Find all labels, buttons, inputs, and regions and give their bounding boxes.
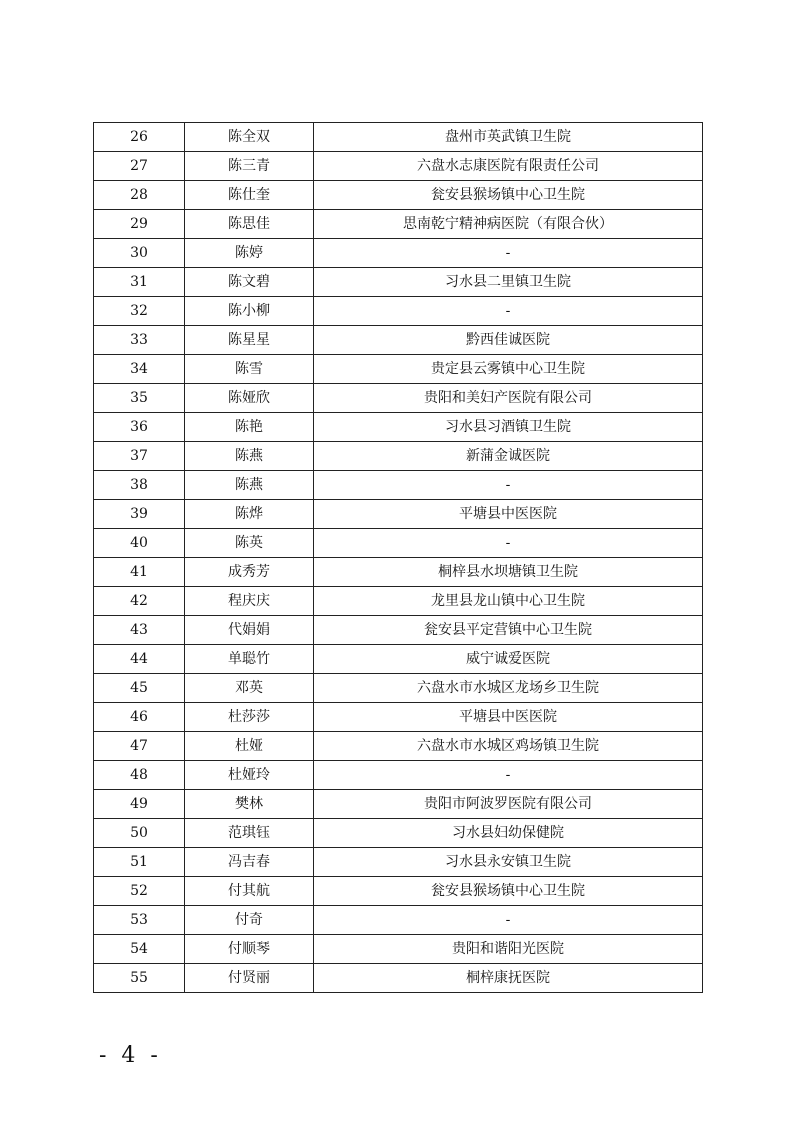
row-number-cell: 52 — [94, 877, 185, 906]
person-name-cell: 程庆庆 — [185, 587, 314, 616]
person-name-cell: 杜娅 — [185, 732, 314, 761]
person-name-cell: 成秀芳 — [185, 558, 314, 587]
table-row — [94, 674, 703, 703]
page-number: - 4 - — [99, 1043, 162, 1068]
person-name-cell: 陈星星 — [185, 326, 314, 355]
row-number-cell: 40 — [94, 529, 185, 558]
organization-cell: 黔西佳诚医院 — [314, 326, 703, 355]
table-row — [94, 500, 703, 529]
organization-cell: 威宁诚爱医院 — [314, 645, 703, 674]
table-row — [94, 761, 703, 790]
row-number-cell: 35 — [94, 384, 185, 413]
organization-cell: - — [314, 906, 703, 935]
row-number-cell: 41 — [94, 558, 185, 587]
person-name-cell: 付奇 — [185, 906, 314, 935]
row-number-cell: 54 — [94, 935, 185, 964]
table-row — [94, 268, 703, 297]
organization-cell: 贵定县云雾镇中心卫生院 — [314, 355, 703, 384]
person-name-cell: 陈全双 — [185, 123, 314, 152]
table-row — [94, 703, 703, 732]
table-row — [94, 964, 703, 993]
organization-cell: 贵阳市阿波罗医院有限公司 — [314, 790, 703, 819]
organization-cell: 瓮安县平定营镇中心卫生院 — [314, 616, 703, 645]
person-name-cell: 陈艳 — [185, 413, 314, 442]
organization-cell: 习水县习酒镇卫生院 — [314, 413, 703, 442]
row-number-cell: 47 — [94, 732, 185, 761]
row-number-cell: 50 — [94, 819, 185, 848]
organization-cell: 思南乾宁精神病医院（有限合伙） — [314, 210, 703, 239]
person-name-cell: 陈烨 — [185, 500, 314, 529]
row-number-cell: 27 — [94, 152, 185, 181]
table-row — [94, 645, 703, 674]
person-name-cell: 陈思佳 — [185, 210, 314, 239]
row-number-cell: 39 — [94, 500, 185, 529]
personnel-table — [93, 122, 703, 993]
row-number-cell: 32 — [94, 297, 185, 326]
person-name-cell: 代娟娟 — [185, 616, 314, 645]
organization-cell: 平塘县中医医院 — [314, 703, 703, 732]
organization-cell: - — [314, 529, 703, 558]
table-row — [94, 239, 703, 268]
row-number-cell: 43 — [94, 616, 185, 645]
person-name-cell: 陈三青 — [185, 152, 314, 181]
person-name-cell: 陈娅欣 — [185, 384, 314, 413]
person-name-cell: 付顺琴 — [185, 935, 314, 964]
organization-cell: 习水县妇幼保健院 — [314, 819, 703, 848]
person-name-cell: 樊林 — [185, 790, 314, 819]
organization-cell: 平塘县中医医院 — [314, 500, 703, 529]
organization-cell: 习水县永安镇卫生院 — [314, 848, 703, 877]
row-number-cell: 48 — [94, 761, 185, 790]
row-number-cell: 46 — [94, 703, 185, 732]
row-number-cell: 29 — [94, 210, 185, 239]
person-name-cell: 付贤丽 — [185, 964, 314, 993]
organization-cell: 贵阳和美妇产医院有限公司 — [314, 384, 703, 413]
organization-cell: 六盘水志康医院有限责任公司 — [314, 152, 703, 181]
person-name-cell: 陈仕奎 — [185, 181, 314, 210]
table-row — [94, 413, 703, 442]
table-row — [94, 732, 703, 761]
personnel-table-body — [94, 123, 703, 993]
table-row — [94, 326, 703, 355]
table-row — [94, 790, 703, 819]
table-row — [94, 877, 703, 906]
person-name-cell: 邓英 — [185, 674, 314, 703]
organization-cell: 习水县二里镇卫生院 — [314, 268, 703, 297]
organization-cell: 新蒲金诚医院 — [314, 442, 703, 471]
person-name-cell: 范琪钰 — [185, 819, 314, 848]
organization-cell: - — [314, 471, 703, 500]
row-number-cell: 26 — [94, 123, 185, 152]
organization-cell: 六盘水市水城区鸡场镇卫生院 — [314, 732, 703, 761]
person-name-cell: 陈小柳 — [185, 297, 314, 326]
person-name-cell: 冯吉春 — [185, 848, 314, 877]
organization-cell: 瓮安县猴场镇中心卫生院 — [314, 181, 703, 210]
person-name-cell: 陈文碧 — [185, 268, 314, 297]
row-number-cell: 45 — [94, 674, 185, 703]
person-name-cell: 杜莎莎 — [185, 703, 314, 732]
row-number-cell: 53 — [94, 906, 185, 935]
row-number-cell: 31 — [94, 268, 185, 297]
table-row — [94, 181, 703, 210]
row-number-cell: 37 — [94, 442, 185, 471]
table-row — [94, 442, 703, 471]
table-row — [94, 529, 703, 558]
person-name-cell: 付其航 — [185, 877, 314, 906]
table-row — [94, 384, 703, 413]
table-row — [94, 297, 703, 326]
organization-cell: 龙里县龙山镇中心卫生院 — [314, 587, 703, 616]
table-row — [94, 558, 703, 587]
table-row — [94, 355, 703, 384]
table-row — [94, 471, 703, 500]
organization-cell: - — [314, 239, 703, 268]
row-number-cell: 42 — [94, 587, 185, 616]
row-number-cell: 49 — [94, 790, 185, 819]
table-row — [94, 210, 703, 239]
table-row — [94, 152, 703, 181]
row-number-cell: 44 — [94, 645, 185, 674]
organization-cell: 贵阳和谐阳光医院 — [314, 935, 703, 964]
organization-cell: 桐梓县水坝塘镇卫生院 — [314, 558, 703, 587]
person-name-cell: 陈燕 — [185, 442, 314, 471]
row-number-cell: 30 — [94, 239, 185, 268]
person-name-cell: 单聪竹 — [185, 645, 314, 674]
person-name-cell: 陈英 — [185, 529, 314, 558]
person-name-cell: 陈燕 — [185, 471, 314, 500]
organization-cell: 盘州市英武镇卫生院 — [314, 123, 703, 152]
table-row — [94, 935, 703, 964]
person-name-cell: 杜娅玲 — [185, 761, 314, 790]
table-row — [94, 616, 703, 645]
row-number-cell: 38 — [94, 471, 185, 500]
person-name-cell: 陈雪 — [185, 355, 314, 384]
table-row — [94, 906, 703, 935]
organization-cell: - — [314, 297, 703, 326]
organization-cell: 桐梓康抚医院 — [314, 964, 703, 993]
table-row — [94, 123, 703, 152]
organization-cell: 六盘水市水城区龙场乡卫生院 — [314, 674, 703, 703]
table-row — [94, 587, 703, 616]
table-row — [94, 819, 703, 848]
person-name-cell: 陈婷 — [185, 239, 314, 268]
row-number-cell: 33 — [94, 326, 185, 355]
row-number-cell: 55 — [94, 964, 185, 993]
row-number-cell: 28 — [94, 181, 185, 210]
row-number-cell: 36 — [94, 413, 185, 442]
organization-cell: 瓮安县猴场镇中心卫生院 — [314, 877, 703, 906]
table-row — [94, 848, 703, 877]
organization-cell: - — [314, 761, 703, 790]
row-number-cell: 34 — [94, 355, 185, 384]
row-number-cell: 51 — [94, 848, 185, 877]
